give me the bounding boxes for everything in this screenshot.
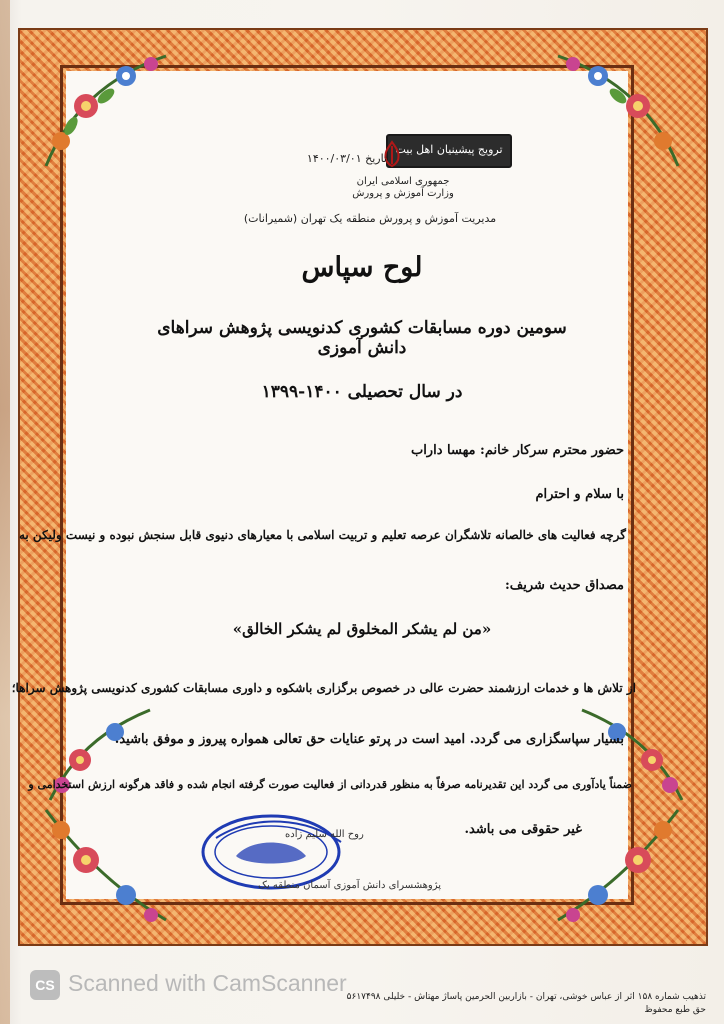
footer-copyright: حق طبع محفوظ: [644, 1005, 706, 1015]
floral-ornament-top-right: [548, 36, 698, 186]
academic-year: در سال تحصیلی ۱۴۰۰-۱۳۹۹: [261, 382, 463, 402]
scanner-watermark: Scanned with CamScanner: [68, 970, 347, 996]
paragraph-1-line-2: مصداق حدیث شریف:: [505, 578, 624, 593]
paragraph-1-line-1: گرچه فعالیت های خالصانه تلاشگران عرصه تعلیم و تربیت اسلامی با معیارهای دنیوی قابل سنجش نبوده و نیست ولیکن به: [18, 528, 626, 542]
floral-ornament-bottom-left: [26, 790, 176, 940]
signatory-name: روح الله سلیم زاده: [285, 829, 364, 840]
ministry-line: وزارت آموزش و پرورش: [352, 188, 454, 199]
department-line: مدیریت آموزش و پرورش منطقه یک تهران (شمیرانات): [243, 212, 497, 225]
government-line: جمهوری اسلامی ایران: [356, 176, 450, 187]
camscanner-logo: CS: [30, 970, 60, 1000]
date-label: تاریخ ۱۴۰۰/۰۳/۰۱: [306, 152, 387, 165]
certificate-subtitle: سومین دوره مسابقات کشوری کدنویسی پژوهش سراهای دانش آموزی: [157, 318, 567, 358]
footer-credit: تذهیب شماره ۱۵۸ اثر از عباس خوشی، تهران - بازاربین الحرمین پاساژ مهتاش - خلیلی ۵۶۱۷۴۹۸: [346, 992, 706, 1002]
paragraph-3-line-1: ضمناً یادآوری می گردد این تقدیرنامه صرفاً به منظور قدردانی از فعالیت صورت گرفته انجام شده و فاقد هرگونه ارزش استخدامی و: [28, 778, 632, 791]
letterhead: [230, 108, 510, 238]
logo-badge: ترویج پیشینیان اهل بیت: [386, 134, 512, 168]
paragraph-3-line-2: غیر حقوقی می باشد.: [464, 822, 582, 837]
signatory-organization: پژوهشسرای دانش آموزی آسمان منطقه یک: [258, 880, 442, 891]
recipient-line: حضور محترم سرکار خانم: مهسا داراب: [410, 443, 624, 458]
paragraph-2-line-2: بسیار سپاسگزاری می گردد. امید است در پرتو عنایات حق تعالی همواره پیروز و موفق باشید.: [114, 732, 624, 747]
hadith-quote: «من لم یشکر المخلوق لم یشکر الخالق»: [232, 620, 492, 638]
paragraph-2-line-1: از تلاش ها و خدمات ارزشمند حضرت عالی در خصوص برگزاری باشکوه و داوری مسابقات کشوری کدنویسی پژوهش سراها؛: [11, 681, 636, 695]
greeting-line: با سلام و احترام: [535, 487, 624, 502]
scan-edge: [0, 0, 10, 1024]
floral-ornament-top-left: [26, 36, 176, 186]
certificate-title: لوح سپاس: [301, 252, 423, 283]
floral-ornament-bottom-right: [548, 790, 698, 940]
